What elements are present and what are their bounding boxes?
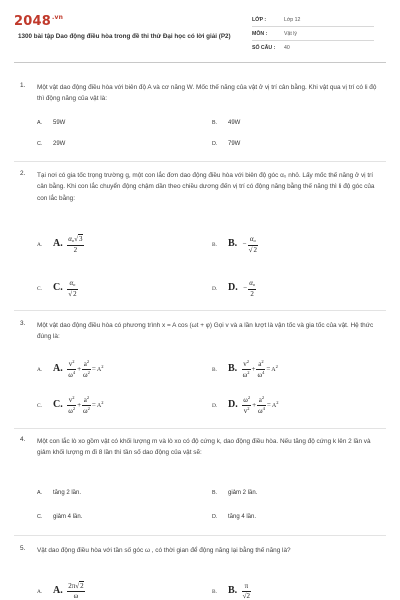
option-label: D.	[212, 514, 218, 520]
option-c[interactable]	[37, 396, 103, 415]
question-divider	[14, 310, 386, 311]
option-a[interactable]	[37, 236, 84, 254]
option-c[interactable]	[37, 280, 78, 298]
option-label: D.	[212, 286, 218, 293]
worksheet-header	[0, 0, 400, 62]
option-label: D.	[212, 402, 218, 409]
option-text: giảm 4 lần.	[53, 514, 83, 520]
option-a[interactable]	[37, 120, 65, 126]
option-d[interactable]: D. D. − $\frac{\alpha_o}{2}$	[212, 279, 256, 298]
formula: $\frac{\alpha_o}{2}$	[249, 279, 256, 298]
question-divider	[14, 161, 386, 162]
option-text: tăng 4 lần.	[228, 514, 257, 520]
option-b[interactable]	[212, 490, 257, 496]
option-d[interactable]	[212, 514, 256, 520]
site-logo[interactable]	[14, 14, 63, 29]
header-divider	[14, 62, 386, 63]
option-label: C.	[37, 514, 43, 520]
option-label: C.	[37, 402, 42, 409]
document-title: 1300 bài tập Dao động điều hòa trong đề thi thử Đại học có lời giải (P2)	[18, 33, 231, 40]
option-b[interactable]: B. B. − $\frac{\alpha_o}{√2}$	[212, 235, 257, 254]
option-big-label: D.	[228, 282, 238, 294]
meta-value: Lớp 12	[284, 17, 301, 23]
question-number: 3.	[20, 320, 26, 327]
option-c[interactable]	[37, 514, 82, 520]
meta-label: LỚP :	[252, 17, 267, 23]
logo-text: 2048	[14, 14, 51, 29]
formula: $\frac{\alpha_o√3}{2}$	[68, 235, 83, 254]
logo-suffix: .vn	[51, 14, 64, 21]
option-label: B.	[212, 120, 218, 126]
option-d[interactable]	[212, 396, 278, 415]
option-a[interactable]	[37, 490, 81, 496]
question-number: 1.	[20, 82, 26, 89]
option-text: 59W	[53, 120, 66, 126]
option-a[interactable]	[37, 360, 103, 379]
option-big-label: B.	[228, 584, 238, 596]
option-label: A.	[37, 588, 43, 595]
meta-label: SỐ CÂU :	[252, 45, 276, 51]
meta-value: Vật lý	[284, 31, 297, 37]
meta-value: 40	[284, 45, 290, 51]
option-label: A.	[37, 490, 43, 496]
option-big-label: B.	[228, 362, 238, 374]
option-text: giảm 2 lần.	[228, 490, 258, 496]
option-big-label: D.	[228, 398, 238, 410]
option-d[interactable]	[212, 141, 240, 147]
meta-divider	[252, 40, 374, 41]
option-text: tăng 2 lần.	[53, 490, 82, 496]
option-label: A.	[37, 120, 43, 126]
option-text: 29W	[53, 141, 66, 147]
option-text: 49W	[228, 120, 241, 126]
option-big-label: C.	[53, 398, 63, 410]
option-label: B.	[212, 242, 217, 249]
question-text: Một con lắc lò xo gồm vật có khối lượng m và lò xo có độ cứng k, dao động điều hòa. Nếu tăng độ cứng k lên 2 lần và giảm khối lượng m đi 8 lần thì tần số dao động của vật sẽ:	[37, 438, 371, 457]
question-divider	[14, 428, 386, 429]
formula: $\frac{v^2}{\omega^4}$ + $\frac{a^2}{\omega^2}$ $=A^2$	[68, 359, 104, 379]
option-big-label: A.	[53, 362, 63, 374]
option-b[interactable]	[212, 360, 278, 379]
question-text: Một vật dao động điều hòa với biên độ A và cơ năng W. Mốc thế năng của vật ở vị trí cân bằng. Khi vật qua vị trí có li độ thì động năng của vật là:	[37, 84, 377, 103]
formula: $\frac{2\pi√2}{\omega}$	[68, 582, 84, 600]
option-label: D.	[212, 141, 218, 147]
option-label: B.	[212, 490, 218, 496]
option-b[interactable]	[212, 120, 240, 126]
formula: $\frac{v^2}{\omega^2}$ + $\frac{a^2}{\omega^2}$ $=A^2$	[68, 395, 104, 415]
formula: $\frac{\alpha_o}{√2}$	[248, 235, 257, 254]
formula: $\frac{\omega^2}{v^2}$ + $\frac{a^2}{\omega^4}$ $=A^2$	[243, 395, 279, 415]
question-text: Vật dao động điều hòa với tần số góc ω , có thời gian để động năng lại bằng thế năng là?	[37, 547, 291, 554]
option-text: 79W	[228, 141, 241, 147]
question-number: 4.	[20, 436, 26, 443]
option-big-label: A.	[53, 238, 63, 250]
formula: $\frac{\pi}{√2}$	[242, 582, 251, 600]
option-label: A.	[37, 242, 43, 249]
option-label: C.	[37, 286, 42, 293]
option-big-label: A.	[53, 584, 63, 596]
question-number: 5.	[20, 545, 26, 552]
formula: $\frac{\alpha_o}{√2}$	[68, 279, 77, 298]
option-big-label: C.	[53, 282, 63, 294]
option-b[interactable]	[212, 583, 251, 600]
option-a[interactable]	[37, 583, 85, 600]
question-text: Một vật dao động điều hòa có phương trình x = A cos (ωt + φ) Gọi v và a lần lượt là vận tốc và gia tốc của vật. Hệ thức đúng là:	[37, 322, 374, 341]
option-label: B.	[212, 588, 217, 595]
option-label: A.	[37, 366, 43, 373]
question-number: 2.	[20, 170, 26, 177]
option-label: B.	[212, 366, 217, 373]
option-c[interactable]	[37, 141, 65, 147]
option-big-label: B.	[228, 238, 238, 250]
question-divider	[14, 535, 386, 536]
question-text: Tại nơi có gia tốc trọng trường g, một con lắc đơn dao động điều hòa với biên độ góc α₀ nhỏ. Lấy mốc thế năng ở vị trí cân bằng. Khi con lắc chuyển động chậm dần theo chiều dương đến vị trí có động năng bằng thế năng thì li độ góc của con lắc bằng:	[37, 172, 375, 202]
formula: $\frac{v^2}{\omega^2}$ + $\frac{a^2}{\omega^4}$ $=A^2$	[242, 359, 278, 379]
meta-label: MÔN :	[252, 31, 268, 37]
meta-divider	[252, 26, 374, 27]
option-label: C.	[37, 141, 43, 147]
